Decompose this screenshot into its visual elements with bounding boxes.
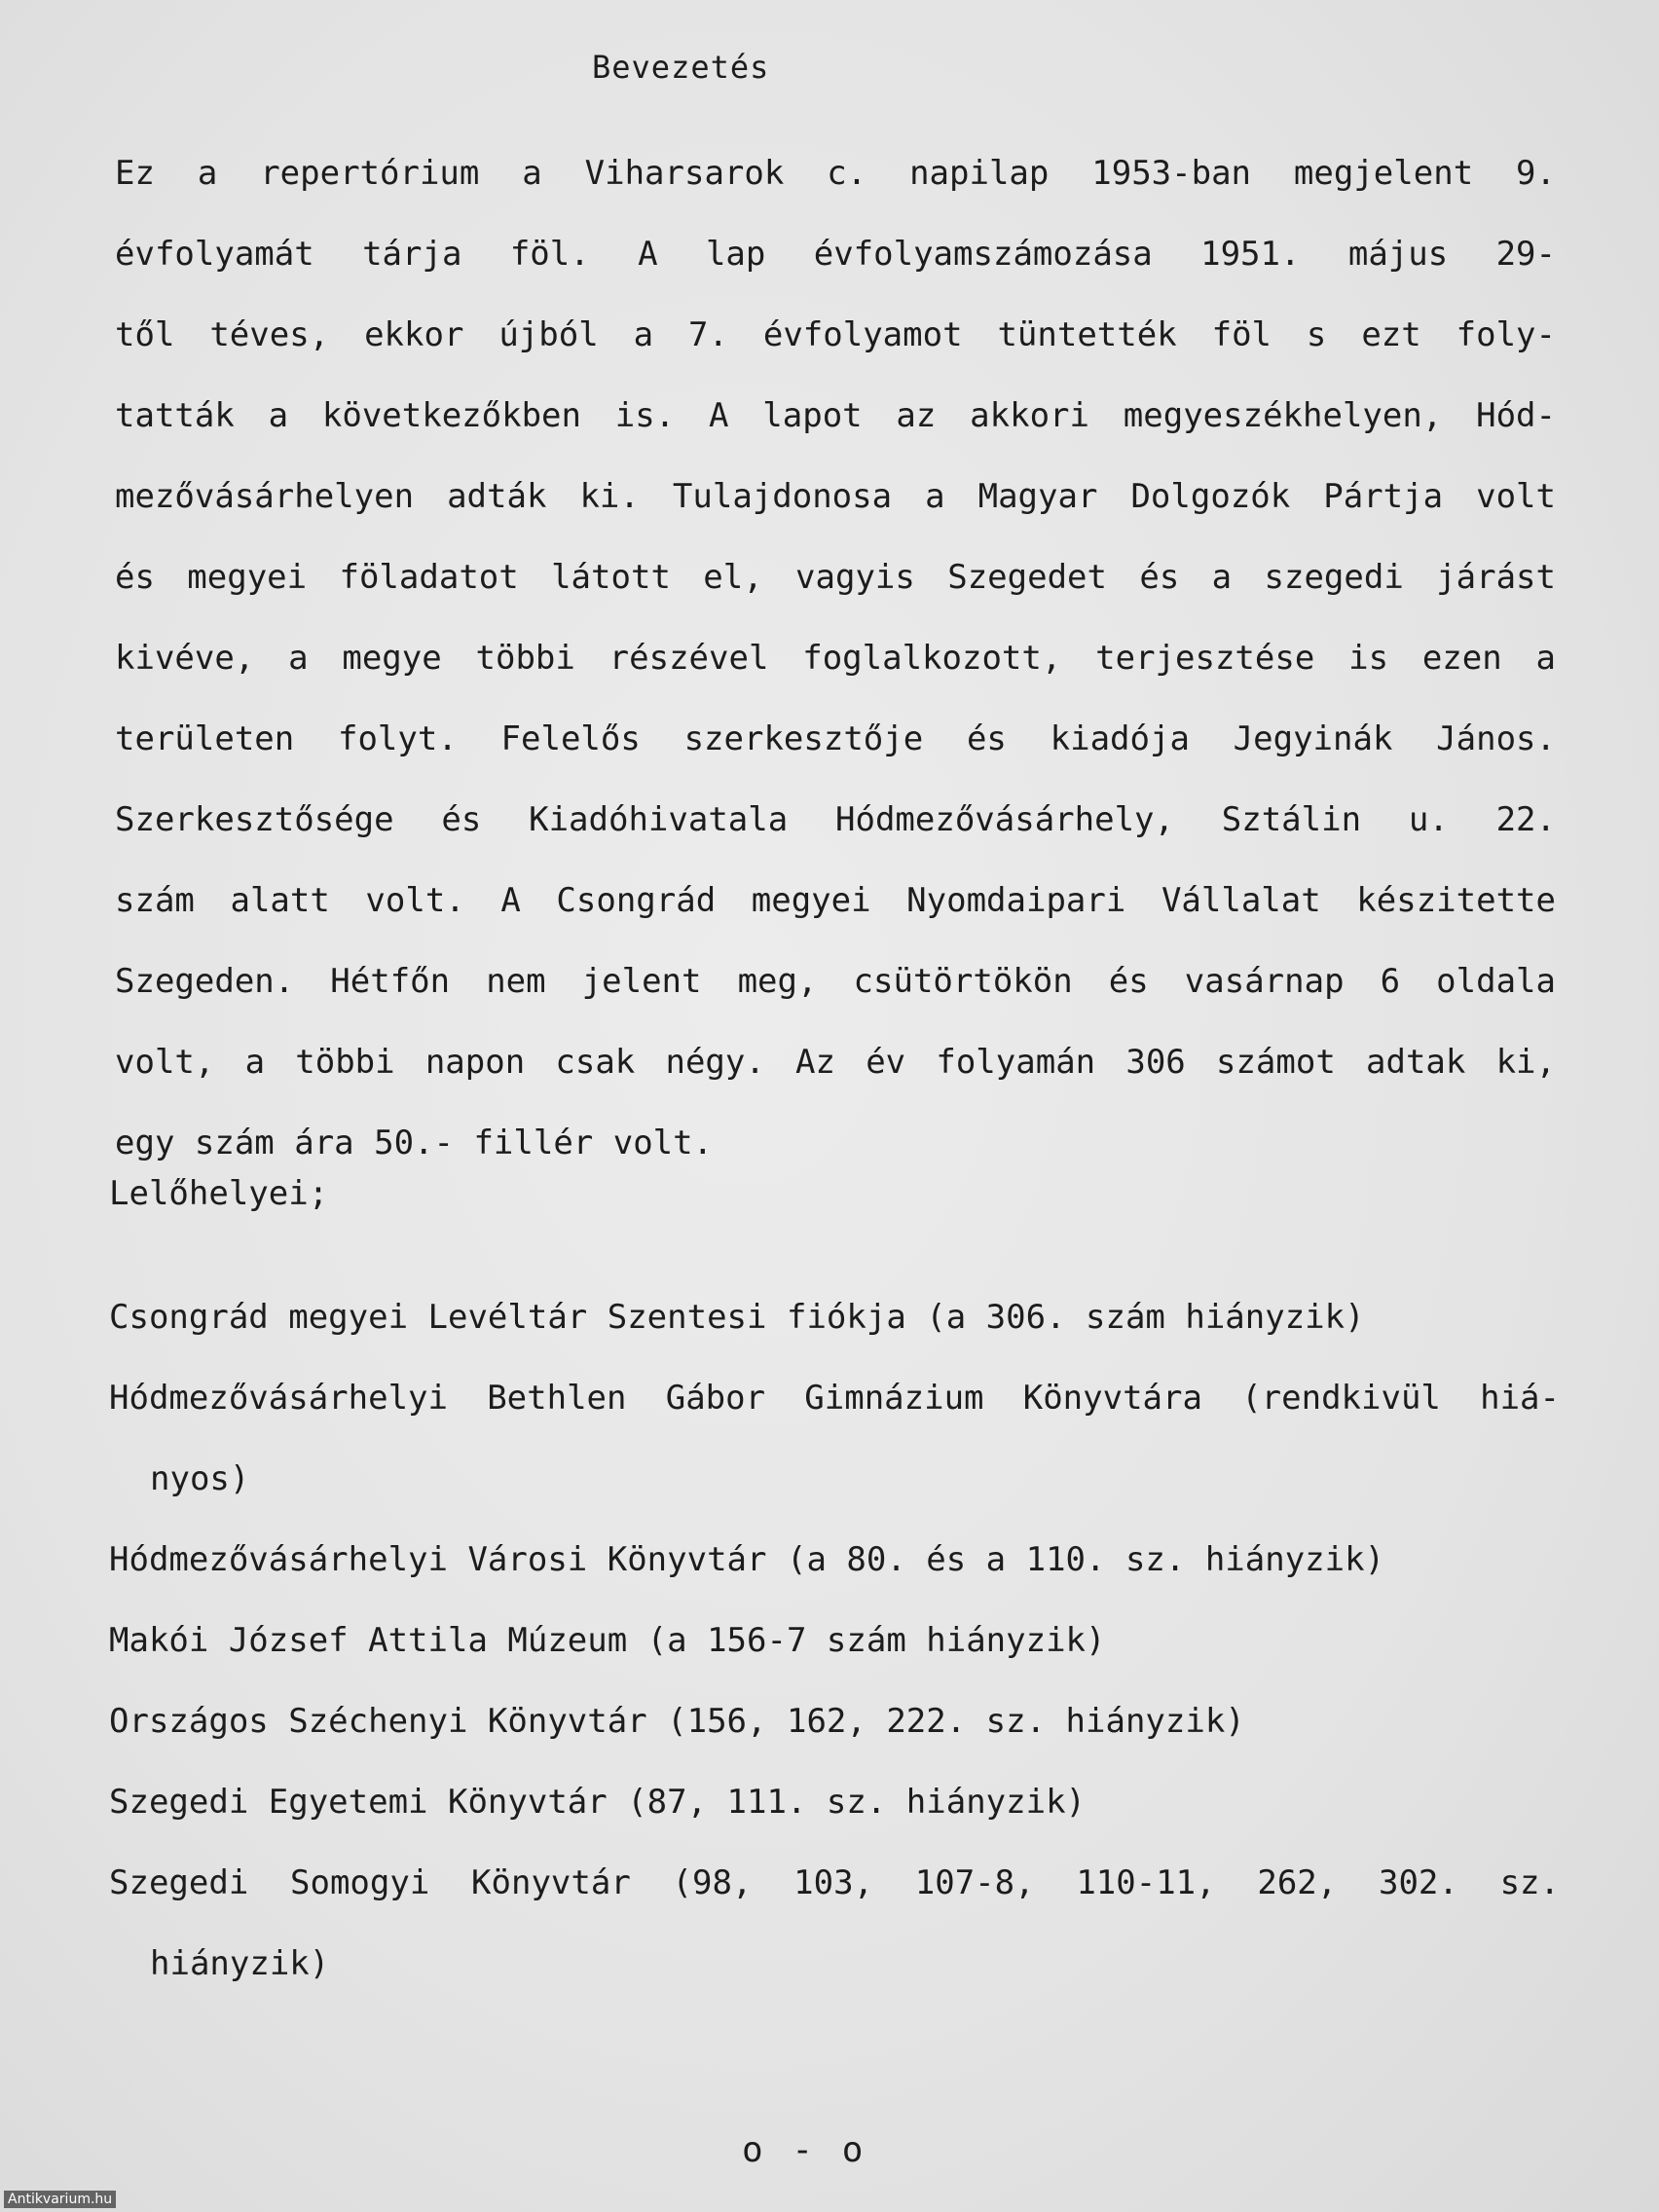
holding-item [109, 1601, 1560, 1681]
holding-line: Hódmezővásárhelyi Bethlen Gábor Gimnázium Könyvtára (rendkivül hiá- [109, 1379, 1560, 1418]
paragraph-line: volt, a többi napon csak négy. Az év folyamán 306 számot adtak ki, [115, 1043, 1556, 1082]
paragraph-line: egy szám ára 50.- fillér volt. [115, 1124, 714, 1162]
page-footer-mark: o - o [742, 2130, 867, 2170]
holding-item [109, 1843, 1560, 2005]
paragraph-line: kivéve, a megye többi részével foglalkozott, terjesztése is ezen a [115, 639, 1556, 678]
paragraph-line: től téves, ekkor újból a 7. évfolyamot tüntették föl s ezt foly- [115, 315, 1556, 354]
watermark-logo: Antikvarium.hu [4, 2191, 116, 2208]
paragraph-line: tatták a következőkben is. A lapot az akkori megyeszékhelyen, Hód- [115, 396, 1556, 435]
paragraph-line: Szerkesztősége és Kiadóhivatala Hódmezővásárhely, Sztálin u. 22. [115, 800, 1556, 839]
holding-item [109, 1358, 1560, 1520]
holding-line: Makói József Attila Múzeum (a 156-7 szám hiányzik) [109, 1621, 1106, 1660]
paragraph-line: és megyei föladatot látott el, vagyis Szegedet és a szegedi járást [115, 558, 1556, 597]
paragraph-line: Szegeden. Hétfőn nem jelent meg, csütörtökön és vasárnap 6 oldala [115, 962, 1556, 1001]
holdings-label: Lelőhelyei; [109, 1174, 329, 1213]
holdings-list [109, 1277, 1560, 2005]
page-title: Bevezetés [592, 49, 770, 86]
intro-paragraph [115, 144, 1556, 1195]
holding-item [109, 1681, 1560, 1762]
paragraph-line: Ez a repertórium a Viharsarok c. napilap 1953-ban megjelent 9. [115, 154, 1556, 193]
holding-line: Szegedi Egyetemi Könyvtár (87, 111. sz. hiányzik) [109, 1783, 1087, 1822]
paragraph-line: szám alatt volt. A Csongrád megyei Nyomdaipari Vállalat készitette [115, 881, 1556, 920]
holding-line: Hódmezővásárhelyi Városi Könyvtár (a 80. és a 110. sz. hiányzik) [109, 1540, 1385, 1579]
paragraph-line: évfolyamát tárja föl. A lap évfolyamszámozása 1951. május 29- [115, 235, 1556, 274]
holding-item [109, 1277, 1560, 1358]
holding-item [109, 1762, 1560, 1843]
paragraph-line: mezővásárhelyen adták ki. Tulajdonosa a Magyar Dolgozók Pártja volt [115, 477, 1556, 516]
holding-item [109, 1520, 1560, 1601]
holding-line: nyos) [150, 1459, 250, 1498]
holding-line: hiányzik) [150, 1944, 330, 1983]
holding-line: Csongrád megyei Levéltár Szentesi fiókja (a 306. szám hiányzik) [109, 1298, 1365, 1337]
holding-line: Országos Széchenyi Könyvtár (156, 162, 222. sz. hiányzik) [109, 1702, 1245, 1741]
holding-line: Szegedi Somogyi Könyvtár (98, 103, 107-8, 110-11, 262, 302. sz. [109, 1863, 1560, 1902]
paragraph-line: területen folyt. Felelős szerkesztője és kiadója Jegyinák János. [115, 719, 1556, 758]
